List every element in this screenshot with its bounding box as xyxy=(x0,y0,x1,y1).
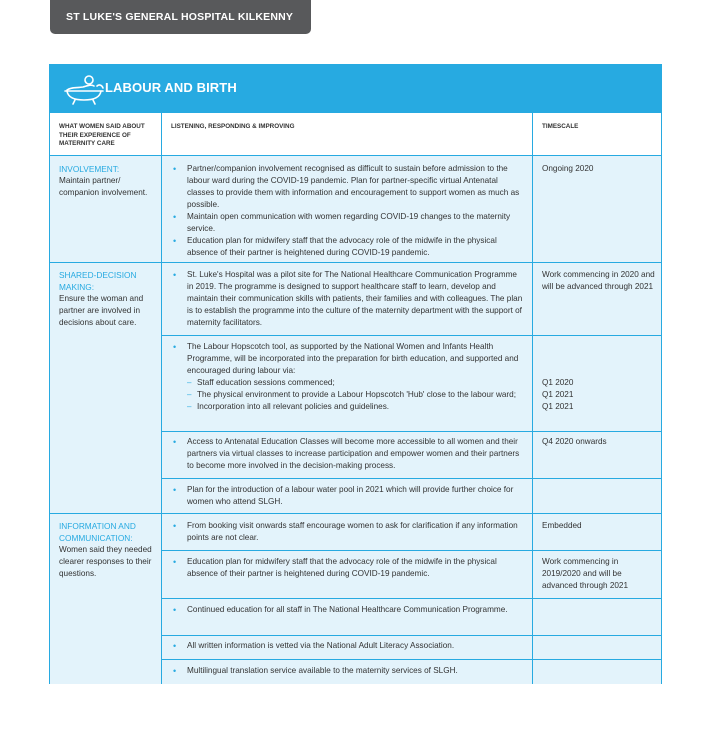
involvement-title: INVOLVEMENT: xyxy=(59,164,120,174)
list-item: • From booking visit onwards staff encourage women to ask for clarification if any information points are not clear. xyxy=(172,520,524,544)
row-divider xyxy=(50,513,661,514)
list-item: • Continued education for all staff in The National Healthcare Communication Programme. xyxy=(172,604,524,616)
info-action-4 xyxy=(172,640,524,652)
timescale-value: Q1 2021 xyxy=(542,402,574,411)
list-item: • All written information is vetted via the National Adult Literacy Association. xyxy=(172,640,524,652)
shared-timescale-1: Work commencing in 2020 and will be advanced through 2021 xyxy=(542,270,655,291)
subrow-divider xyxy=(162,478,661,479)
subrow-divider xyxy=(162,335,661,336)
timescale-column-shade xyxy=(533,156,661,684)
shared-decision-desc: Ensure the woman and partner are involved in decisions about care. xyxy=(59,294,144,327)
shared-action-4 xyxy=(172,484,524,508)
timescale-value: Q1 2020 xyxy=(542,378,574,387)
subrow-divider xyxy=(162,598,661,599)
shared-action-2 xyxy=(172,341,524,413)
information-desc: Women said they needed clearer responses to their questions. xyxy=(59,545,152,578)
info-action-1 xyxy=(172,520,524,544)
shared-decision-title: SHARED-DECISION MAKING: xyxy=(59,270,137,292)
list-item: • Maintain open communication with women regarding COVID-19 changes to the maternity service. xyxy=(172,211,524,235)
shared-timescale-3: Q4 2020 onwards xyxy=(542,437,607,446)
subrow-divider xyxy=(162,431,661,432)
involvement-timescale: Ongoing 2020 xyxy=(542,164,594,173)
info-timescale-2: Work commencing in 2019/2020 and will be advanced through 2021 xyxy=(542,557,629,590)
labour-birth-table xyxy=(49,64,662,684)
subrow-divider xyxy=(162,635,661,636)
column-header-listening: LISTENING, RESPONDING & IMPROVING xyxy=(171,123,295,130)
hospital-name-tab xyxy=(50,0,311,34)
list-item: • Education plan for midwifery staff that the advocacy role of the midwife in the physical absence of their partner is heightened during COVID-19 pandemic. xyxy=(172,556,524,580)
row-divider xyxy=(50,262,661,263)
sublist-item: – The physical environment to provide a Labour Hopscotch 'Hub' close to the labour ward; xyxy=(187,389,524,401)
hospital-name: ST LUKE'S GENERAL HOSPITAL KILKENNY xyxy=(66,11,294,23)
sublist-item: – Incorporation into all relevant policies and guidelines. xyxy=(187,401,524,413)
info-timescale-1: Embedded xyxy=(542,521,582,530)
column-header-timescale: TIMESCALE xyxy=(542,123,579,130)
baby-bath-icon xyxy=(61,74,107,106)
shared-decision-cell xyxy=(59,269,156,329)
shared-action-1 xyxy=(172,269,524,329)
info-action-3 xyxy=(172,604,524,616)
header-row-divider xyxy=(50,155,661,156)
section-title: LABOUR AND BIRTH xyxy=(105,80,237,95)
shared-action-3 xyxy=(172,436,524,472)
sublist-item: – Staff education sessions commenced; xyxy=(187,377,524,389)
info-action-5 xyxy=(172,665,524,677)
section-banner xyxy=(50,65,661,113)
list-item: • Multilingual translation service available to the maternity services of SLGH. xyxy=(172,665,524,677)
list-item: • Plan for the introduction of a labour water pool in 2021 which will provide further choice for women who attend SLGH. xyxy=(172,484,524,508)
information-title: INFORMATION AND COMMUNICATION: xyxy=(59,521,136,543)
subrow-divider xyxy=(162,550,661,551)
hopscotch-sublist xyxy=(187,377,524,413)
involvement-desc: Maintain partner/ companion involvement. xyxy=(59,176,148,197)
list-item: • Education plan for midwifery staff that the advocacy role of the midwife in the physical absence of their partner is heightened during COVID-19 pandemic. xyxy=(172,235,524,259)
timescale-value: Q1 2021 xyxy=(542,390,574,399)
list-item: • St. Luke's Hospital was a pilot site for The National Healthcare Communication Programme in 2019. The programme is designed to support healthcare staff to learn, develop and maintain their communication skills with patients, their families and with colleagues. The plan is to establish the programme into the culture of the maternity department with the support of maternity facilitators. xyxy=(172,269,524,329)
hopscotch-text: The Labour Hopscotch tool, as supported by the National Women and Infants Health Programme, will be incorporated into the preparation for birth education, and supported and encouraged during labour via: xyxy=(187,342,519,375)
information-cell xyxy=(59,520,154,580)
info-action-2 xyxy=(172,556,524,580)
involvement-cell xyxy=(59,163,154,199)
subrow-divider xyxy=(162,659,661,660)
involvement-actions xyxy=(172,163,524,259)
shared-timescale-2 xyxy=(542,377,657,413)
list-item: • Access to Antenatal Education Classes will become more accessible to all women and their partners via virtual classes to increase participation and empower women and their partners to become more involved in the decision-making process. xyxy=(172,436,524,472)
list-item xyxy=(172,341,524,413)
list-item: • Partner/companion involvement recognised as difficult to sustain before admission to the labour ward during the COVID-19 pandemic. Plan for partner-specific virtual Antenatal classes to provide them with information and encouragement to support women as much as possible. xyxy=(172,163,524,211)
said-column-shade xyxy=(50,156,161,684)
column-header-said: WHAT WOMEN SAID ABOUT THEIR EXPERIENCE OF MATERNITY CARE xyxy=(59,123,145,147)
